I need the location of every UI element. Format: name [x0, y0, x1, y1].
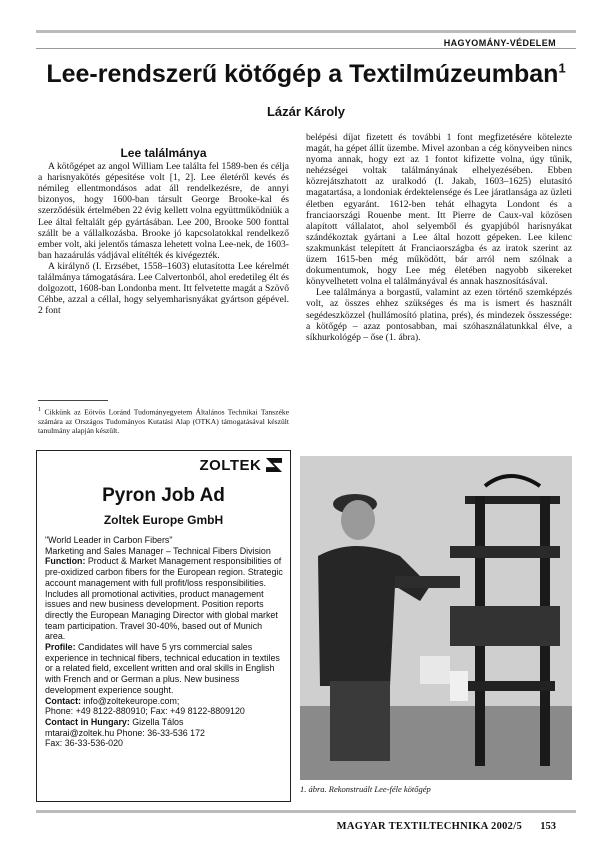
- ad-slogan: "World Leader in Carbon Fibers": [45, 535, 173, 545]
- ad-function: [45, 556, 283, 642]
- left-column: [38, 148, 289, 316]
- article-title-text: Lee-rendszerű kötőgép a Textilmúzeumban: [46, 60, 559, 88]
- section-label: HAGYOMÁNY-VÉDELEM: [443, 38, 556, 48]
- knitting-machine-photo: [300, 456, 572, 780]
- title-footnote-mark: 1: [558, 60, 566, 76]
- footnote-number: 1: [38, 406, 42, 413]
- page-number: 153: [540, 821, 556, 832]
- footer-journal: MAGYAR TEXTILTECHNIKA 2002/5: [336, 821, 522, 832]
- contact-label: Contact:: [45, 695, 81, 706]
- right-paragraph-1: belépési díjat fizetett és további 1 font megfizetésére kötelezte magát, ha gépet állít üzembe. Mivel azonban a cég könyveiben nincs nyoma annak, hogy ezt az 1 fontot kifizette volna, úgy tűnik, nehézségei voltak találmányának elhelyezésében. Ebben közrejátszhatott az uralkodó (I. Jakab, 1603–1625) elutasító magatartása, a londoniak érdektelensége és Lee járatlansága az üzleti életben egyaránt. 1612-ben tehát elhagyta Londont és a franciaországi Rouenbe ment. Itt Pierre de Caux-val közösen alapított vállalatot, ahol selyemből és gyapjúból harisnyákat szándékoztak gyártani a Lee által hozott gépeken. Lee kilenc szakmunkást telepített át Franciaországba és az iratok szerint az üzem 1615-ben még működött, bár arról nem szólnak a dokumentumok, hogy Lee még életében nagyobb sikereket könyvelhetett volna el találmányával és annak hasznosításával.: [306, 132, 572, 288]
- top-rule-thin: [36, 48, 576, 49]
- ad-hungary-fax: Fax: 36-33-536-020: [45, 738, 123, 749]
- contact-email: info@zoltekeurope.com;: [83, 695, 180, 706]
- ad-company: Zoltek Europe GmbH: [103, 513, 224, 527]
- function-label: Function:: [45, 556, 86, 567]
- article-title: [0, 60, 612, 89]
- zoltek-logo-icon: [266, 458, 282, 472]
- job-ad: [36, 450, 291, 802]
- footnote: [38, 405, 289, 435]
- ad-hungary-email-phone: mtarai@zoltek.hu Phone: 36-33-536 172: [45, 727, 205, 738]
- left-paragraph-1: A kötőgépet az angol William Lee találta fel 1589-ben és célja a harisnyakötés gépesítése volt [1, 2]. Lee életéről kevés és némileg ellentmondásos adat áll rendelkezésre, de annyi bizonyos, hogy 1600-ban társult George Brooke-kal és szerződésük értelmében 22 évig kellett volna együttműködniük a Lee által feltalált gép gyártásában. Lee 200, Brooke 500 fonttal szállt be a vállalkozásba. Brooke jó kapcsolatokkal rendelkező ember volt, aki jelentős támasza lehetett volna Lee-nek, de 1603-ban hazaárulás vádjával elítélték és kivégezték.: [38, 161, 289, 261]
- ad-contact-hungary: [45, 717, 283, 728]
- right-paragraph-2: Lee találmánya a borgastű, valamint az ezen történő szemképzés volt, az összes ehhez szükséges és ma is ismert és használt segédeszközzel (hullámosító platina, prés), és mindezek összessége: a kötőgép – azaz pontosabban, mai szóhasználatunkkal élve, a síkhurkológép – őse (1. ábra).: [306, 287, 572, 343]
- footnote-rule: [38, 400, 108, 401]
- footnote-text: Cikkünk az Eötvös Loránd Tudományegyetem Általános Technikai Tanszéke számára az Országos Tudományos Kutatási Alap (OTKA) támogatásával készült tanulmány alapján készült.: [38, 407, 289, 435]
- bottom-rule: [36, 810, 576, 813]
- function-text: Product & Market Management responsibilities of pre-oxidized carbon fibers for the European region. Strategic account management with full profit/loss responsibilities. Includes all promotional activities, product management issues and new business development. Position reports directly the European Managing Director with global market team participation. Travel 30-40%, based out of Munich area.: [45, 556, 283, 642]
- left-paragraph-2: A királynő (I. Erzsébet, 1558–1603) elutasította Lee kérelmét találmánya támogatására. Lee Calvertonból, ahol eredetileg élt és dolgozott, 1608-ban Londonba ment. Itt felvetette magát a Szövő Céhbe, azzal a céllal, hogy selyemharisnyákat gyártson gépével. 2 font: [38, 260, 289, 317]
- ad-body: [45, 535, 283, 749]
- zoltek-logo-text: ZOLTEK: [199, 457, 262, 474]
- right-column: [306, 132, 572, 343]
- knitting-machine-illustration: [300, 456, 572, 780]
- profile-label: Profile:: [45, 642, 76, 653]
- ad-profile: [45, 642, 283, 696]
- subheading: Lee találmánya: [120, 146, 207, 160]
- zoltek-logo: [199, 457, 282, 474]
- ad-contact-phone: Phone: +49 8122-880910; Fax: +49 8122-8809120: [45, 706, 245, 717]
- ad-position: Marketing and Sales Manager – Technical Fibers Division: [45, 545, 271, 556]
- profile-text: Candidates will have 5 yrs commercial sales experience in technical fibers, technical education in textiles or a related field, excellent written and oral skills in English with French and or German a plus. New business development experience sought.: [45, 642, 280, 695]
- ad-contact: [45, 696, 283, 707]
- article-author: Lázár Károly: [266, 104, 346, 119]
- ad-title: Pyron Job Ad: [102, 485, 225, 506]
- hungary-name: Gizella Tálos: [132, 716, 184, 727]
- figure-caption: 1. ábra. Rekonstruált Lee-féle kötőgép: [300, 784, 431, 794]
- top-rule: [36, 30, 576, 33]
- hungary-label: Contact in Hungary:: [45, 716, 130, 727]
